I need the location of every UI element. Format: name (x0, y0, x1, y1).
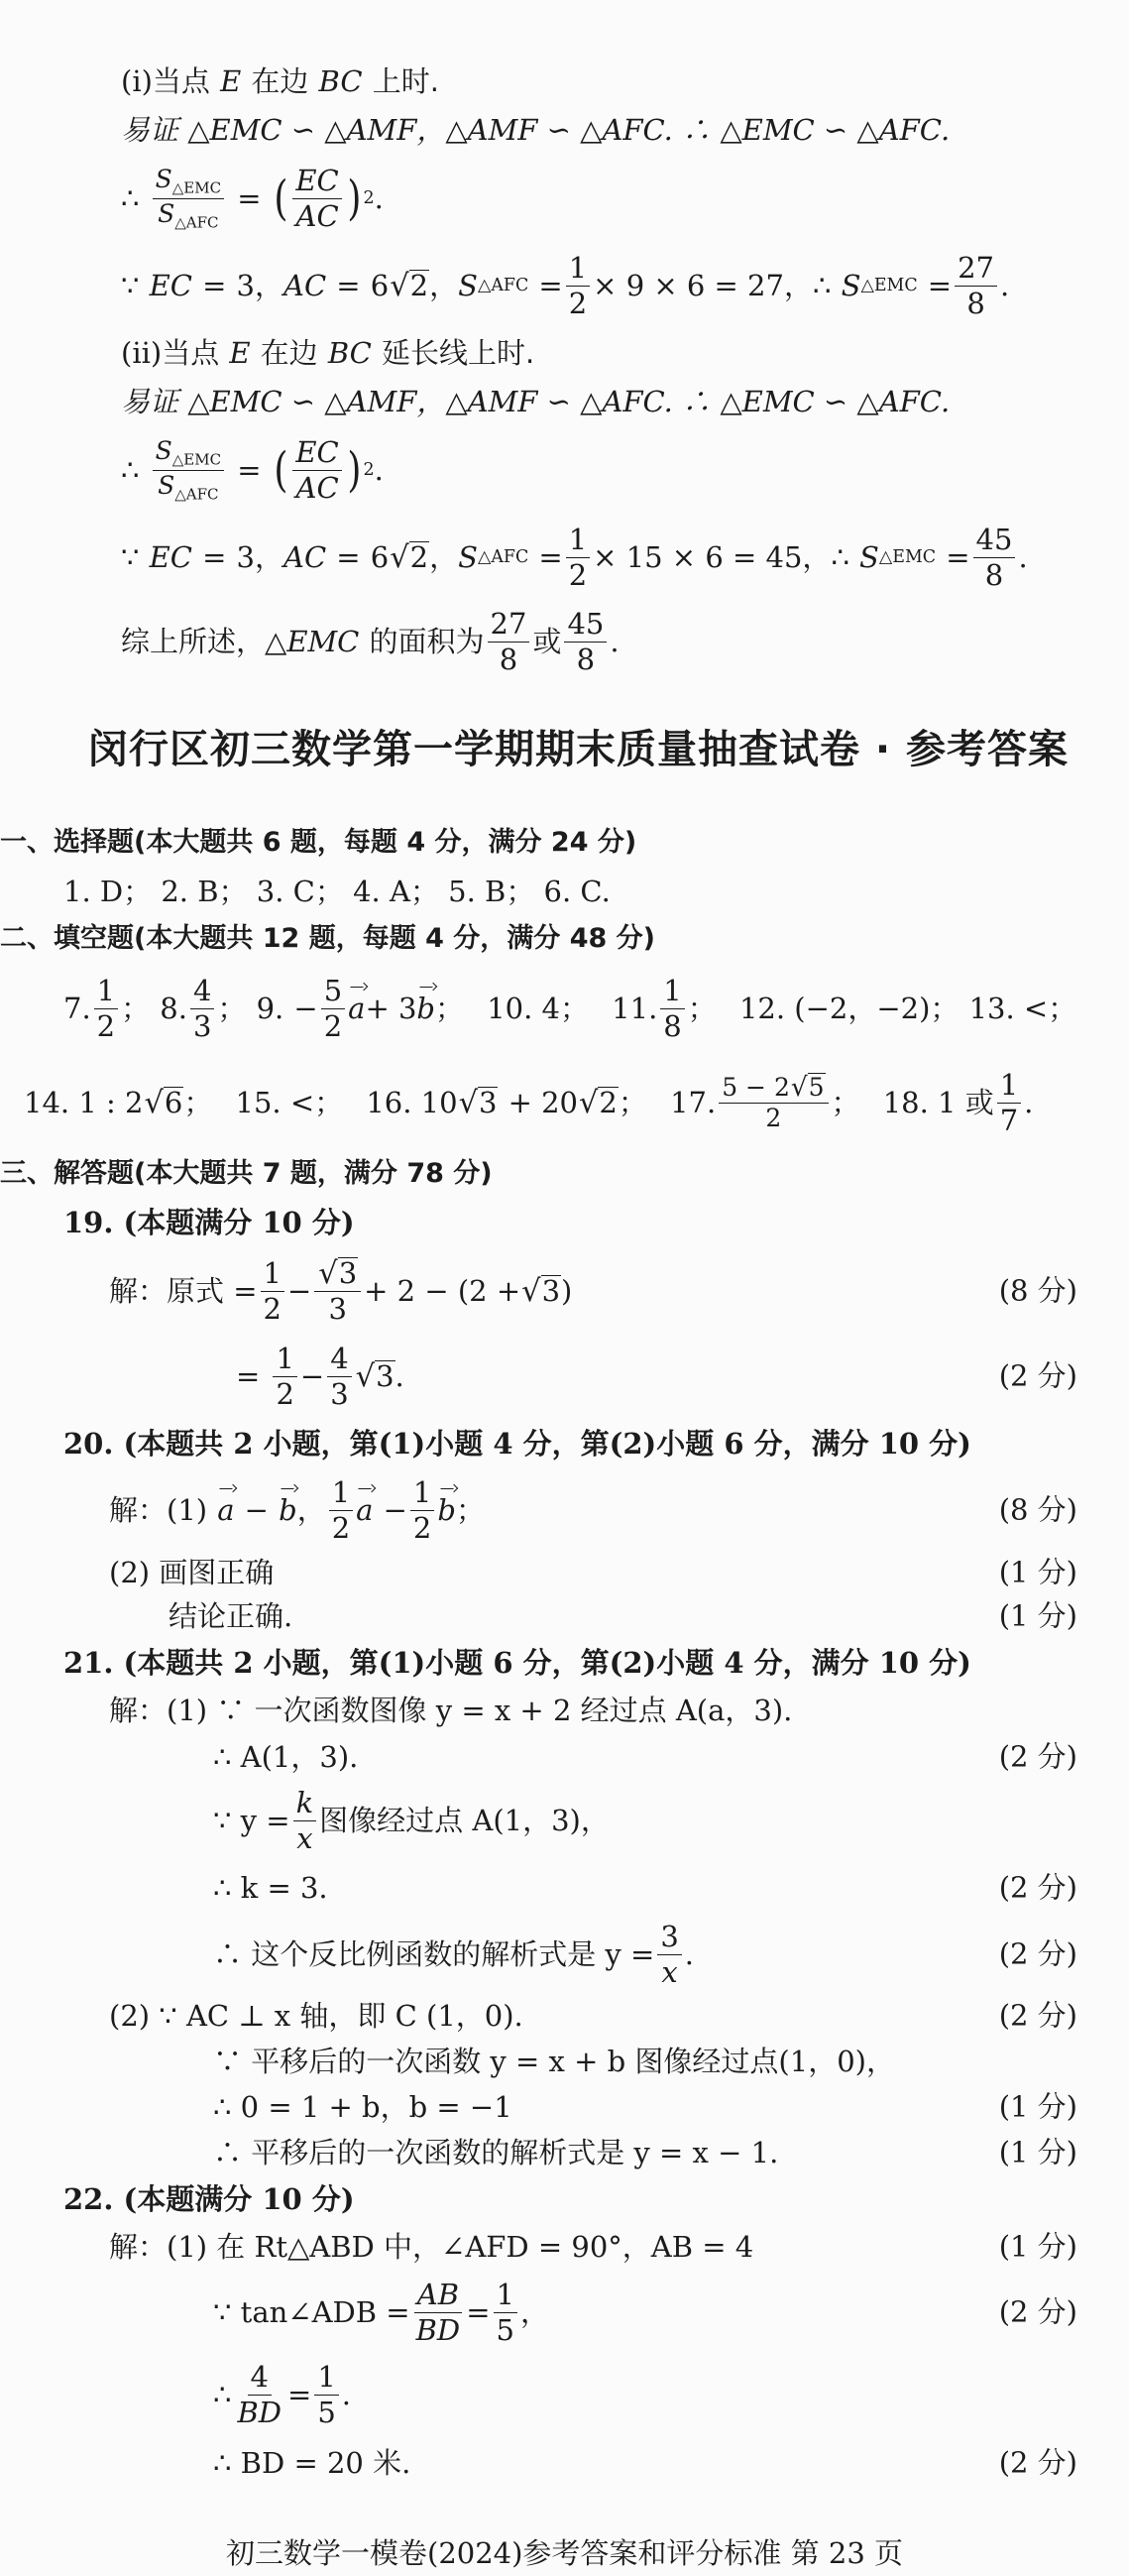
q22-line-1: 解：(1) 在 Rt△ABD 中，∠AFD = 90°，AB = 4 (1 分) (109, 2229, 1077, 2264)
q21-line-1: 解：(1) ∵ 一次函数图像 y = x + 2 经过点 A(a，3). (109, 1693, 793, 1727)
calc-line-ii: ∵ EC = 3 ， AC = 6 √ 2 ， S △AFC = $\frac{1}{2}$ × 15 × 6 = 45 ， ∴ S △EMC = $\frac{45}{8}$ . (121, 523, 1028, 592)
calc-line-i: ∵ EC = 3 ， AC = 6 √ 2 ， S △AFC = $\frac{1}{2}$ × 9 × 6 = 27 ， ∴ S △EMC = $\frac{27}{8}$ . (121, 251, 1010, 320)
area-ratio-fraction: $\frac{S_{\triangle EMC}}{S_{\triangle AFC}}$ (153, 167, 224, 231)
case-ii-line: (ii) 当点 E 在边 BC 延长线上时. (121, 335, 535, 370)
q21-line-3: ∵ y = $\frac{k}{x}$ 图像经过点 A(1，3)， (213, 1786, 610, 1855)
q19-header: 19. (本题满分 10 分) (63, 1205, 355, 1239)
case-i-line: (i) 当点 E 在边 BC 上时. (121, 63, 439, 98)
q21-line-6: (2) ∵ AC ⊥ x 轴，即 C (1，0). (2 分) (109, 1998, 1077, 2033)
q21-header: 21. (本题共 2 小题，第(1)小题 6 分，第(2)小题 4 分，满分 10 分) (63, 1645, 971, 1680)
section-2-title: 二、填空题(本大题共 12 题，每题 4 分，满分 48 分) (0, 922, 656, 954)
fill-answers-row-2: 14. 1 : 2 √ 6 ； 15. <； 16. 10 √ 3 + 20 √ 2 ； 17. 5 − 2 √ 5 2 ； 18. 1 或 $\frac{1}{7}$ . (24, 1068, 1034, 1137)
section-1-answers: 1. D； 2. B； 3. C； 4. A； 5. B； 6. C. (63, 874, 611, 908)
fill-answers-row-1: 7. $\frac{1}{2}$ ； 8. $\frac{4}{3}$ ； 9. − $\frac{5}{2}$ a + 3 b ； 10. 4； 11. $\frac{1}{8}$ ； 12. (−2，−2)； 13. <； (63, 974, 1077, 1043)
similar-line-2: 易证 △EMC ∽ △AMF，△AMF ∽ △AFC. ∴ △EMC ∽ △AFC. (121, 384, 951, 418)
ratio-line-i: ∴ $\frac{S_{\triangle EMC}}{S_{\triangle AFC}}$ = ( $\frac{EC}{AC}$ ) 2 . (121, 164, 384, 233)
page-footer: 初三数学一模卷(2024)参考答案和评分标准 第 23 页 (226, 2535, 903, 2570)
q20-line-3: 结论正确. (1 分) (169, 1598, 1077, 1633)
q22-line-2: ∵ tan∠ADB = $\frac{AB}{BD}$ = $\frac{1}{5}$ ， (2 分) (213, 2278, 1077, 2347)
q22-line-4: ∴ BD = 20 米. (2 分) (213, 2445, 1077, 2480)
q21-line-4: ∴ k = 3. (2 分) (213, 1870, 1077, 1905)
document-title: 闵行区初三数学第一学期期末质量抽查试卷 · 参考答案 (87, 727, 1070, 772)
ratio-line-ii: ∴ $\frac{S_{\triangle EMC}}{S_{\triangle AFC}}$ = ( $\frac{EC}{AC}$ ) 2 . (121, 435, 384, 505)
similar-line-1: 易证 △EMC ∽ △AMF，△AMF ∽ △AFC. ∴ △EMC ∽ △AFC. (121, 112, 951, 147)
q21-line-5: ∴ 这个反比例函数的解析式是 y = $\frac{3}{x}$ . (2 分) (213, 1920, 1077, 1989)
ec-ac-fraction: $\frac{EC}{AC}$ (292, 166, 341, 231)
q21-line-7: ∵ 平移后的一次函数 y = x + b 图像经过点(1，0)， (213, 2044, 895, 2078)
q22-line-3: ∴ $\frac{4}{BD}$ = $\frac{1}{5}$ . (213, 2360, 351, 2429)
q22-header: 22. (本题满分 10 分) (63, 2181, 355, 2216)
q19-line-1: 解：原式 = $\frac{1}{2}$ − √ 3 3 + 2 − (2 + √ 3 ) (8 分) (109, 1255, 1077, 1327)
section-3-title: 三、解答题(本大题共 7 题，满分 78 分) (0, 1157, 493, 1189)
q20-header: 20. (本题共 2 小题，第(1)小题 4 分，第(2)小题 6 分，满分 10 分) (63, 1426, 971, 1461)
q21-line-8: ∴ 0 = 1 + b，b = −1 (1 分) (213, 2089, 1077, 2124)
q21-line-2: ∴ A(1，3). (2 分) (213, 1739, 1077, 1774)
q20-line-2: (2) 画图正确 (1 分) (109, 1555, 1077, 1589)
summary-line: 综上所述， △EMC 的面积为 $\frac{27}{8}$ 或 $\frac{45}{8}$ . (121, 607, 620, 676)
q19-line-2: = $\frac{1}{2}$ − $\frac{4}{3}$ √ 3 . (2 分) (236, 1342, 1077, 1411)
q20-line-1: 解：(1) a − b ， $\frac{1}{2}$ a − $\frac{1}{2}$ b ； (8 分) (109, 1475, 1077, 1545)
q21-line-9: ∴ 平移后的一次函数的解析式是 y = x − 1. (1 分) (213, 2135, 1077, 2169)
score-8: (8 分) (998, 1273, 1077, 1308)
section-1-title: 一、选择题(本大题共 6 题，每题 4 分，满分 24 分) (0, 826, 637, 858)
